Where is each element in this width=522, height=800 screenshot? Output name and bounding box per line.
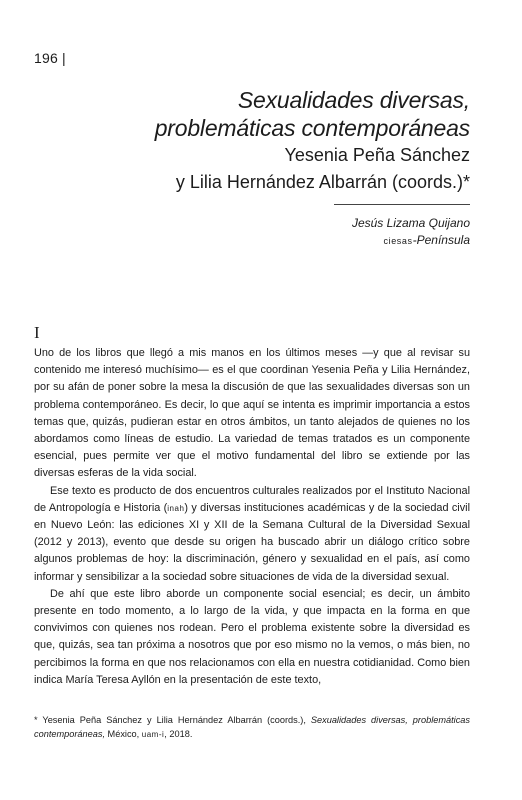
book-header (70, 86, 470, 196)
book-editors-line-1: Yesenia Peña Sánchez (284, 145, 470, 165)
affiliation-acronym: ciesas (383, 236, 413, 246)
body-text (34, 345, 470, 689)
header-divider (334, 204, 470, 205)
footnote-book-title: Sexualidades diversas, problemáticas contemporáneas, (34, 715, 470, 739)
footnote (34, 713, 470, 742)
affiliation-suffix: -Península (412, 233, 470, 247)
reviewer-block (352, 215, 470, 250)
book-editors (70, 142, 470, 196)
footnote-text-b: México, (105, 729, 142, 739)
book-title-line-1: Sexualidades diversas, (237, 87, 470, 113)
footnote-text-a: * Yesenia Peña Sánchez y Lilia Hernández Albarrán (coords.), (34, 715, 311, 725)
reviewer-name: Jesús Lizama Quijano (351, 216, 470, 230)
paragraph-1: Uno de los libros que llegó a mis manos en los últimos meses —y que al revisar su contenido me interesó muchísimo— es el que coordinan Yesenia Peña y Lilia Hernández, por su afán de poner sobre la mesa la discusión de que las sexualidades diversas son un problema contemporáneo. Es decir, lo que aquí se intenta es imprimir importancia a estos temas que, quizás, pudieran estar en otros ámbitos, un tanto alejados de quienes no los abordamos como líneas de estudio. La variedad de temas tratados es un componente esencial, pues permite ver que el motivo fundamental del libro se extiende por las diversas esferas de la vida social. (34, 347, 470, 480)
book-editors-line-2: y Lilia Hernández Albarrán (coords.)* (175, 172, 470, 192)
footnote-publisher: uam-i (141, 730, 165, 739)
section-numeral: I (34, 323, 40, 342)
paragraph-2 (34, 483, 470, 586)
inah-acronym: inah (167, 503, 185, 513)
page-number: 196 | (34, 50, 66, 66)
book-title-line-2: problemáticas contemporáneas (154, 115, 470, 141)
reviewer-affiliation (352, 232, 470, 250)
book-title (70, 86, 470, 142)
paragraph-3: De ahí que este libro aborde un componente social esencial; es decir, un ámbito presente en todo momento, a lo largo de la vida, y que impacta en la forma en que convivimos con quienes nos rodean. Pero el problema existente sobre la diversidad es que, quizás, sea tan próxima a nosotros que por eso mismo no la vemos, o más bien, no percibimos la forma en que nos relacionamos con ella en nuestra cotidianidad. Como bien indica María Teresa Ayllón en la presentación de este texto, (34, 587, 470, 686)
paragraph-2-text-a: Ese texto es producto de dos encuentros culturales realizados por el Instituto Nacional de Antropología e Historia ( (34, 484, 470, 514)
paragraph-2-text-b: ) y diversas instituciones académicas y de la sociedad civil en Nuevo León: las ediciones XI y XII de la Semana Cultural de la Diversidad Sexual (2012 y 2013), evento que desde su origen ha buscado abrir un diálogo crítico sobre algunos problemas de hoy: la discriminación, género y sexualidad en el país, así como informar y sensibilizar a la sociedad sobre situaciones de vida de la diversidad sexual. (34, 501, 470, 583)
footnote-text-c: , 2018. (164, 729, 193, 739)
